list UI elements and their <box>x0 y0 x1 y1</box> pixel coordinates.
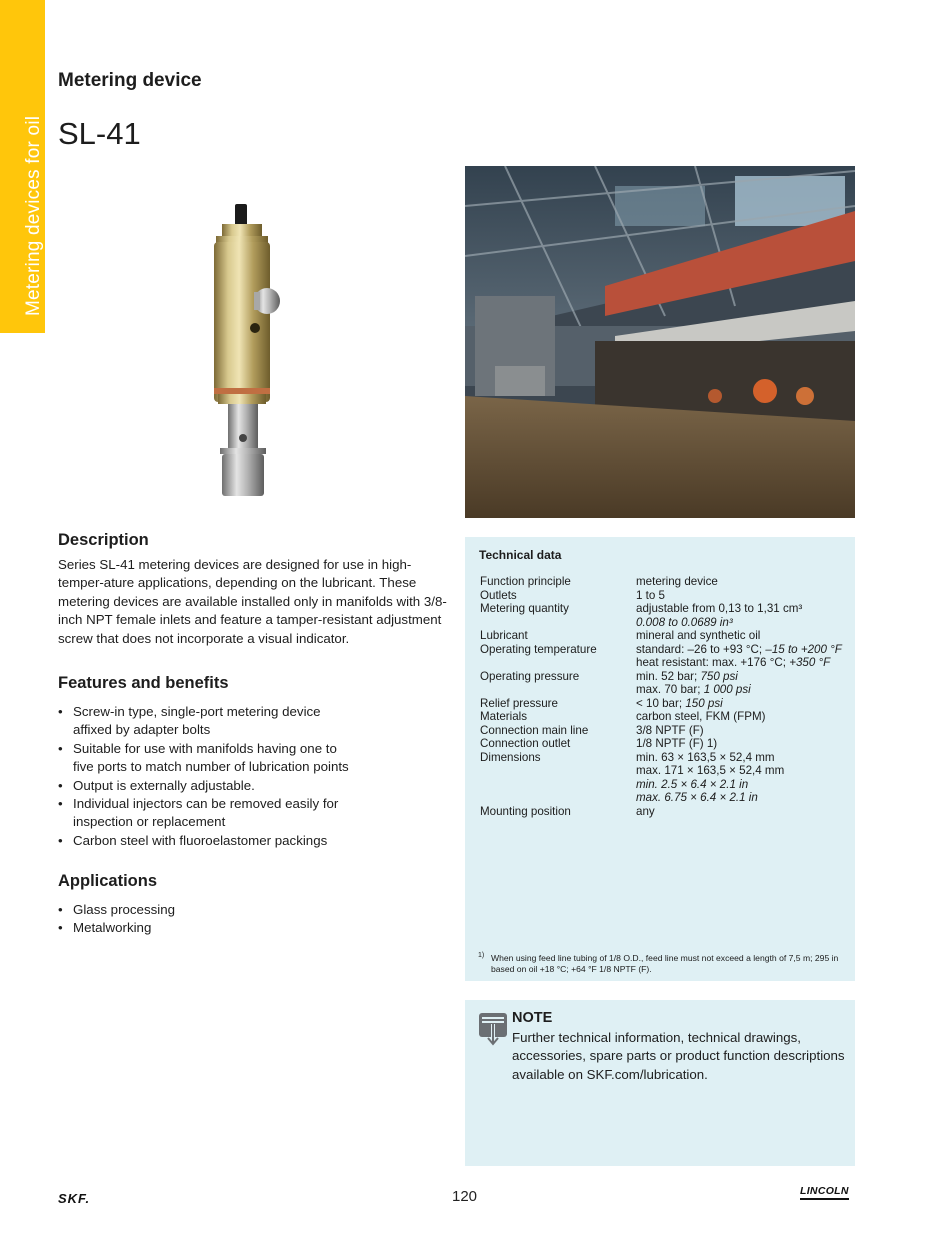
table-row <box>480 710 850 724</box>
footnote-mark: 1) <box>478 952 485 959</box>
description-heading: Description <box>58 531 149 549</box>
table-row <box>480 670 850 697</box>
value-line: any <box>636 804 655 818</box>
table-row <box>480 751 850 805</box>
row-value <box>636 575 850 589</box>
features-list <box>58 703 358 850</box>
applications-heading: Applications <box>58 872 158 890</box>
value-line: 1 to 5 <box>636 588 666 602</box>
product-image <box>110 180 420 515</box>
download-document-icon <box>478 1012 508 1046</box>
table-row <box>480 724 850 738</box>
value-line: max. 6.75 × 6.4 × 2.1 in <box>636 791 758 804</box>
features-heading: Features and benefits <box>58 674 229 692</box>
technical-data-title: Technical data <box>479 548 562 562</box>
row-label: Operating pressure <box>480 669 580 683</box>
row-value <box>636 805 850 819</box>
row-label: Metering quantity <box>480 602 569 615</box>
row-label: Lubricant <box>480 629 528 642</box>
row-label: Connection main line <box>480 723 589 737</box>
value-line: 1/8 NPTF (F) 1) <box>636 737 718 750</box>
section-title: Metering device <box>58 70 202 91</box>
list-item: • Output is externally adjustable. <box>58 777 358 795</box>
value-line: max. 70 bar; 1 000 psi <box>636 683 751 696</box>
page-number: 120 <box>452 1188 478 1205</box>
side-tab <box>0 0 45 333</box>
description-text: Series SL-41 metering devices are designed for use in high-temper-ature applications, depending on the lubricant. These metering devices are available installed only in manifolds with 3/8-inch NPT female inlets and feature a tamper-resistant adjustment screw that does not incorporate a visual indicator. <box>58 557 447 646</box>
row-value <box>636 589 850 603</box>
row-value <box>636 670 850 697</box>
list-item: • Glass processing <box>58 901 358 919</box>
applications-list <box>58 901 358 938</box>
row-value <box>636 710 850 724</box>
row-label: Relief pressure <box>480 696 558 710</box>
side-tab-label: Metering devices for oil <box>23 115 44 316</box>
factory-photo <box>465 166 855 518</box>
value-line: 3/8 NPTF (F) <box>636 723 704 737</box>
list-item: • Metalworking <box>58 919 358 937</box>
value-line: standard: –26 to +93 °C; –15 to +200 °F <box>636 642 842 656</box>
value-line: max. 171 × 163,5 × 52,4 mm <box>636 764 785 777</box>
list-item: • Carbon steel with fluoroelastomer packings <box>58 832 358 850</box>
row-label: Mounting position <box>480 804 571 818</box>
row-label: Materials <box>480 710 528 723</box>
value-line: min. 63 × 163,5 × 52,4 mm <box>636 750 775 764</box>
table-row <box>480 602 850 629</box>
row-value <box>636 602 850 629</box>
technical-data-panel <box>465 537 855 981</box>
table-row <box>480 629 850 643</box>
row-label: Outlets <box>480 588 517 602</box>
row-value <box>636 724 850 738</box>
row-label: Dimensions <box>480 750 541 764</box>
product-title: SL-41 <box>58 116 141 151</box>
list-item: • Screw-in type, single-port metering device affixed by adapter bolts <box>58 703 358 740</box>
note-text: Further technical information, technical drawings, accessories, spare parts or product function descriptions available on SKF.com/lubrication. <box>512 1030 845 1082</box>
row-value <box>636 751 850 805</box>
table-row <box>480 805 850 819</box>
list-item: • Individual injectors can be removed easily for inspection or replacement <box>58 795 358 832</box>
footnote-text: When using feed line tubing of 1/8 O.D., feed line must not exceed a length of 7,5 m; 295 in based on oil +18 °C; +64 °F 1/8 NPTF (F). <box>491 953 839 974</box>
technical-data-table <box>480 575 850 818</box>
technical-data-footnote <box>478 953 840 974</box>
value-line: adjustable from 0,13 to 1,31 cm³ <box>636 602 803 615</box>
note-title: NOTE <box>512 1010 553 1026</box>
value-line: < 10 bar; 150 psi <box>636 696 723 710</box>
row-value <box>636 643 850 670</box>
skf-logo: SKF. <box>58 1191 91 1206</box>
value-line: min. 2.5 × 6.4 × 2.1 in <box>636 777 749 791</box>
list-item: • Suitable for use with manifolds having one to five ports to match number of lubrication points <box>58 740 358 777</box>
value-line: carbon steel, FKM (FPM) <box>636 710 766 723</box>
value-line: mineral and synthetic oil <box>636 629 761 642</box>
row-value <box>636 629 850 643</box>
note-panel <box>465 1000 855 1166</box>
row-value <box>636 697 850 711</box>
row-label: Function principle <box>480 575 571 588</box>
table-row <box>480 589 850 603</box>
value-line: heat resistant: max. +176 °C; +350 °F <box>636 656 831 669</box>
value-line: metering device <box>636 575 718 588</box>
row-label: Operating temperature <box>480 642 597 656</box>
table-row <box>480 575 850 589</box>
table-row <box>480 697 850 711</box>
value-line: min. 52 bar; 750 psi <box>636 669 738 683</box>
table-row <box>480 643 850 670</box>
row-value <box>636 737 850 751</box>
lincoln-logo: LINCOLN <box>800 1185 849 1200</box>
value-line: 0.008 to 0.0689 in³ <box>636 615 733 629</box>
row-label: Connection outlet <box>480 737 571 750</box>
table-row <box>480 737 850 751</box>
